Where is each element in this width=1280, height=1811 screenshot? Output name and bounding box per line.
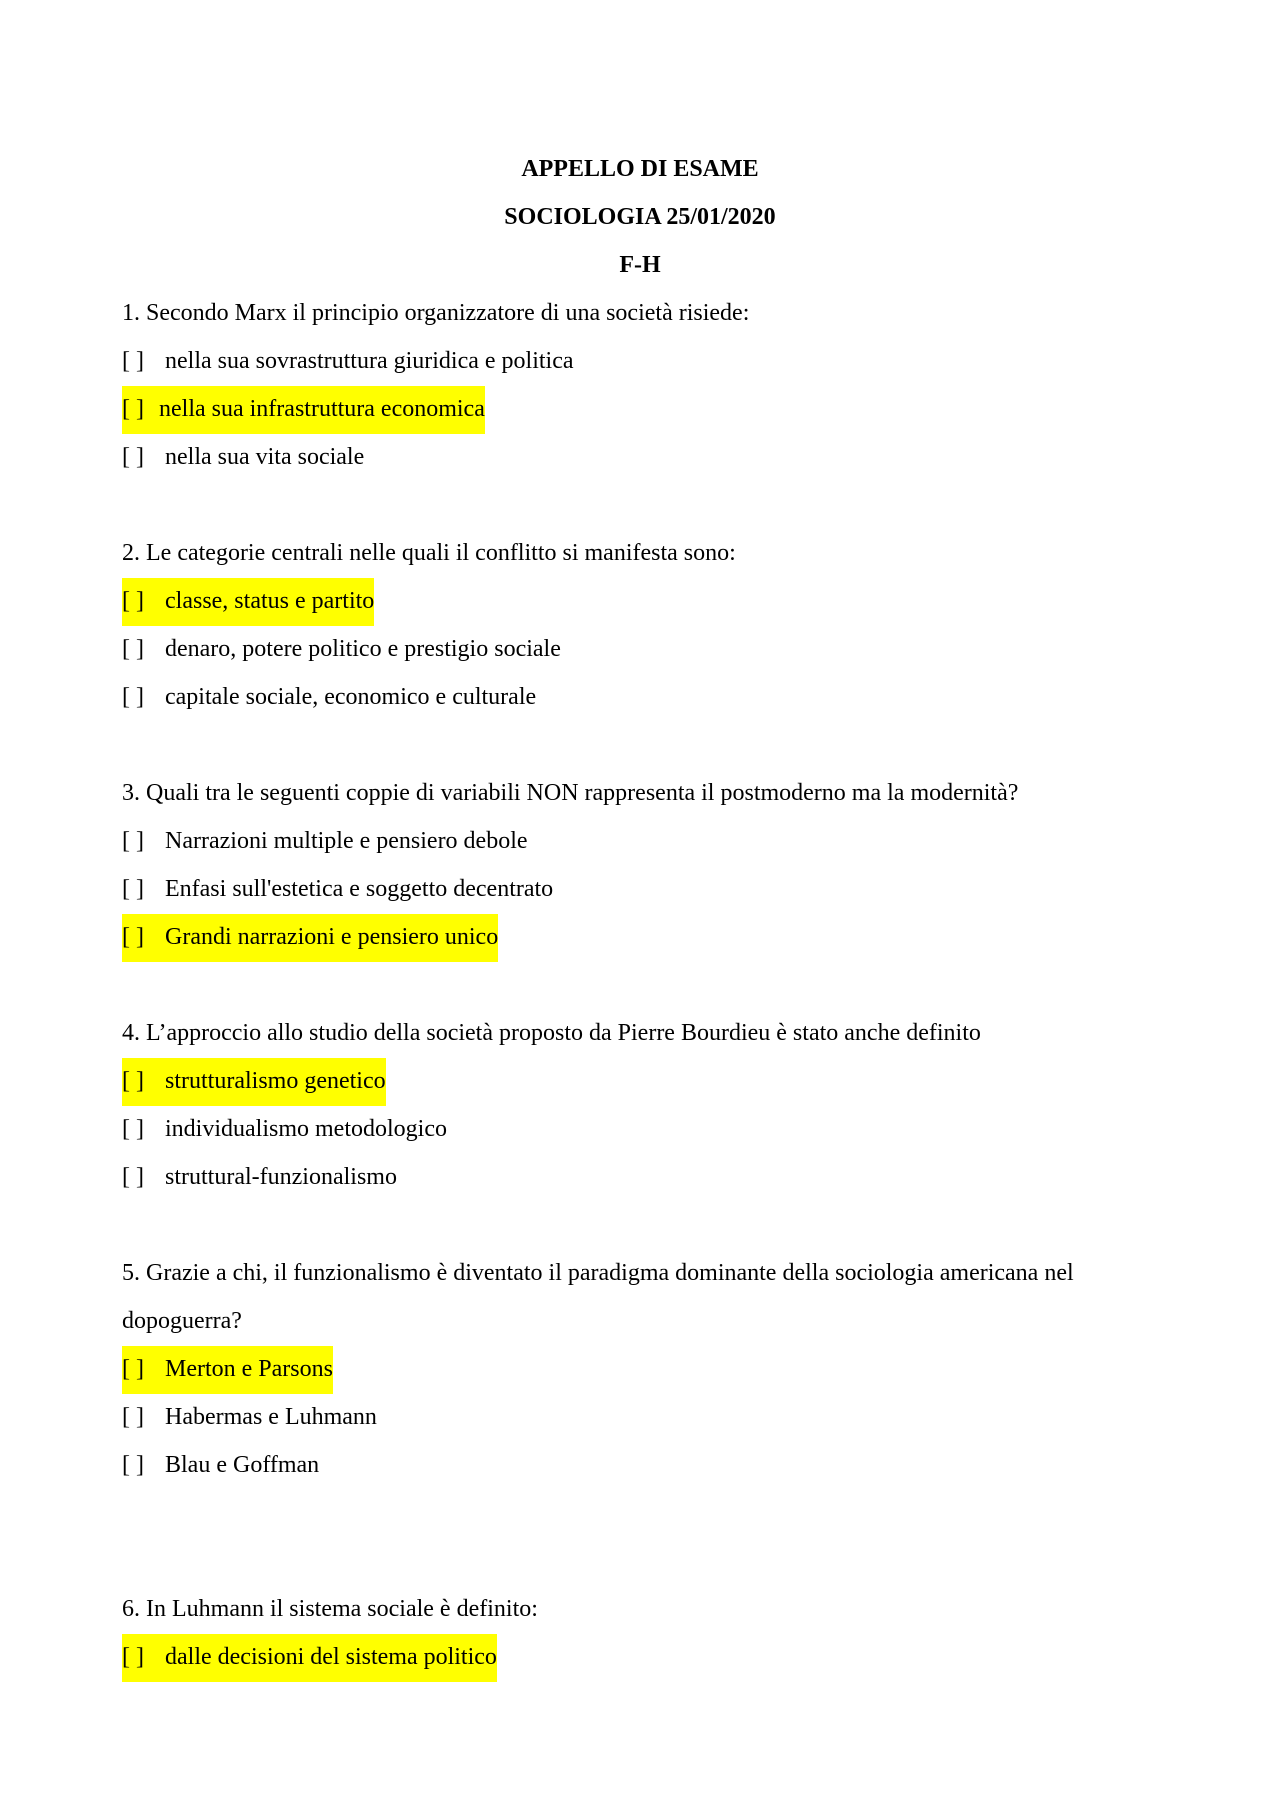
option-label: strutturalismo genetico	[165, 1068, 386, 1094]
option-label: individualismo metodologico	[165, 1116, 447, 1142]
question-3-option-1[interactable]	[122, 818, 528, 866]
option-label: struttural-funzionalismo	[165, 1164, 397, 1190]
question-5-text: 5. Grazie a chi, il funzionalismo è diventato il paradigma dominante della sociologia americana nel	[122, 1260, 1074, 1286]
question-2-option-3[interactable]	[122, 674, 536, 722]
question-4-option-3[interactable]	[122, 1154, 397, 1202]
option-label: Blau e Goffman	[165, 1452, 320, 1478]
question-1-text: 1. Secondo Marx il principio organizzatore di una società risiede:	[122, 300, 750, 326]
question-4-text: 4. L’approccio allo studio della società proposto da Pierre Bourdieu è stato anche definito	[122, 1020, 981, 1046]
option-checkbox[interactable]: [ ]	[122, 828, 144, 854]
option-checkbox[interactable]: [ ]	[122, 1452, 144, 1478]
option-label: Grandi narrazioni e pensiero unico	[165, 924, 499, 950]
question-2-text: 2. Le categorie centrali nelle quali il conflitto si manifesta sono:	[122, 540, 736, 566]
question-2-option-1[interactable]	[122, 578, 374, 626]
option-checkbox[interactable]: [ ]	[122, 1644, 144, 1670]
option-label: Merton e Parsons	[165, 1356, 333, 1382]
option-checkbox[interactable]: [ ]	[122, 1116, 144, 1142]
question-3-text: 3. Quali tra le seguenti coppie di variabili NON rappresenta il postmoderno ma la modernità?	[122, 780, 1019, 806]
question-5-option-3[interactable]	[122, 1442, 319, 1490]
question-6-text: 6. In Luhmann il sistema sociale è definito:	[122, 1596, 538, 1622]
option-checkbox[interactable]: [ ]	[122, 1164, 144, 1190]
option-checkbox[interactable]: [ ]	[122, 396, 144, 422]
option-checkbox[interactable]: [ ]	[122, 1068, 144, 1094]
option-checkbox[interactable]: [ ]	[122, 348, 144, 374]
exam-group: F-H	[619, 252, 661, 278]
question-1-option-1[interactable]	[122, 338, 574, 386]
option-checkbox[interactable]: [ ]	[122, 1356, 144, 1382]
exam-subject: SOCIOLOGIA 25/01/2020	[504, 204, 776, 230]
question-6-option-1[interactable]	[122, 1634, 497, 1682]
option-checkbox[interactable]: [ ]	[122, 684, 144, 710]
option-label: Habermas e Luhmann	[165, 1404, 377, 1430]
question-5-option-1[interactable]	[122, 1346, 333, 1394]
option-label: denaro, potere politico e prestigio sociale	[165, 636, 561, 662]
option-checkbox[interactable]: [ ]	[122, 444, 144, 470]
option-label: nella sua infrastruttura economica	[159, 396, 485, 422]
exam-title: APPELLO DI ESAME	[521, 156, 759, 182]
option-label: dalle decisioni del sistema politico	[165, 1644, 497, 1670]
question-3-option-3[interactable]	[122, 914, 498, 962]
question-3-option-2[interactable]	[122, 866, 553, 914]
option-label: classe, status e partito	[165, 588, 375, 614]
option-label: Narrazioni multiple e pensiero debole	[165, 828, 528, 854]
option-checkbox[interactable]: [ ]	[122, 876, 144, 902]
option-label: capitale sociale, economico e culturale	[165, 684, 537, 710]
option-checkbox[interactable]: [ ]	[122, 636, 144, 662]
question-4-option-2[interactable]	[122, 1106, 447, 1154]
option-checkbox[interactable]: [ ]	[122, 1404, 144, 1430]
question-2-option-2[interactable]	[122, 626, 561, 674]
option-label: nella sua vita sociale	[165, 444, 365, 470]
option-label: Enfasi sull'estetica e soggetto decentrato	[165, 876, 554, 902]
question-1-option-2[interactable]	[122, 386, 485, 434]
question-4-option-1[interactable]	[122, 1058, 386, 1106]
option-checkbox[interactable]: [ ]	[122, 924, 144, 950]
option-checkbox[interactable]: [ ]	[122, 588, 144, 614]
question-5-option-2[interactable]	[122, 1394, 377, 1442]
option-label: nella sua sovrastruttura giuridica e politica	[165, 348, 574, 374]
question-5-text-continued: dopoguerra?	[122, 1308, 242, 1334]
question-1-option-3[interactable]	[122, 434, 364, 482]
